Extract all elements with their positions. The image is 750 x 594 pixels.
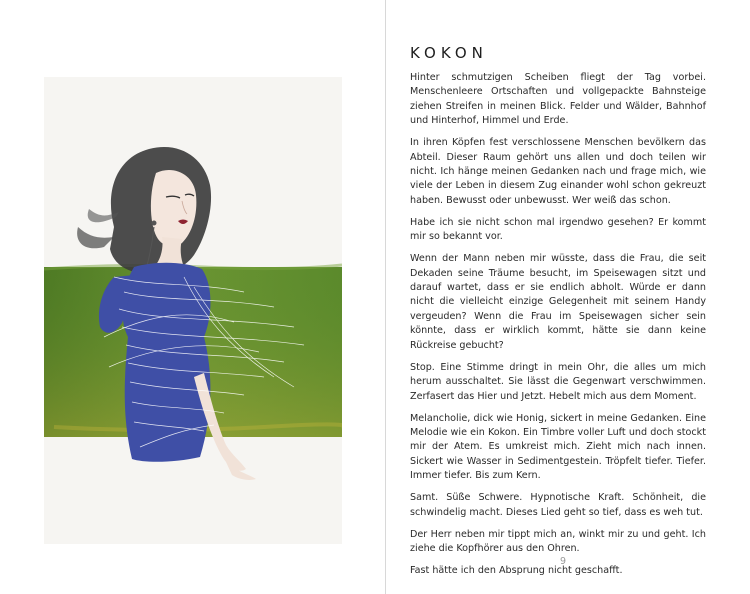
earbud-icon xyxy=(152,221,157,226)
paragraph: Stop. Eine Stimme dringt in mein Ohr, die alles um mich herum ausschaltet. Sie lässt die Gegenwart verschwimmen. Zerfasert das Hier und Jetzt. Hebelt mich aus dem Moment. xyxy=(410,361,706,402)
illustration-woman-with-headphones xyxy=(44,77,342,544)
paragraph: Der Herr neben mir tippt mich an, winkt mir zu und geht. Ich ziehe die Kopfhörer aus den Ohren. xyxy=(410,528,706,554)
chapter-title: KOKON xyxy=(410,44,488,62)
paragraph: Wenn der Mann neben mir wüsste, dass die Frau, die seit Dekaden seine Träume besucht, im Speisewagen sitzt und darauf wartet, dass er sie endlich abholt. Würde er dann nicht die vielleicht einzige Gelegenheit mit seinem Handy vergeuden? Wenn die Frau im Speisewagen sicher sein könnte, dass er wirklich kommt, hätte sie dann keine Rückreise gebucht? xyxy=(410,253,706,351)
paragraph: Melancholie, dick wie Honig, sickert in meine Gedanken. Eine Melodie wie ein Kokon. Ein Timbre voller Luft und doch stockt mir der Atem. Es umkreist mich. Zieht mich nach innen. Sickert wie Wasser in Sedimentgestein. Tröpfelt tiefer. Tiefer. Immer tiefer. Bis zum Kern. xyxy=(410,412,706,482)
paragraph: Fast hätte ich den Absprung nicht geschafft. xyxy=(410,564,623,576)
chapter-text xyxy=(410,71,706,586)
paragraph: In ihren Köpfen fest verschlossene Menschen bevölkern das Abteil. Dieser Raum gehört uns allen und doch teilen wir nicht. Ich hänge meinen Gedanken nach und frage mich, wie viele der Leben in diesem Zug einander wohl schon gekreuzt haben. Bewusst oder unbewusst. Wer weiß das schon. xyxy=(410,137,706,206)
paragraph: Samt. Süße Schwere. Hypnotische Kraft. Schönheit, die schwindelig macht. Dieses Lied geht so tief, dass es weh tut. xyxy=(410,492,706,518)
page-number: 9 xyxy=(559,556,567,567)
paragraph: Habe ich sie nicht schon mal irgendwo gesehen? Er kommt mir so bekannt vor. xyxy=(410,216,706,243)
paragraph: Hinter schmutzigen Scheiben fliegt der Tag vorbei. Menschenleere Ortschaften und vollgepackte Bahnsteige ziehen Streifen in meinen Blick. Felder und Wälder, Bahnhof und Hinterhof, Himmel und Erde. xyxy=(410,72,706,127)
